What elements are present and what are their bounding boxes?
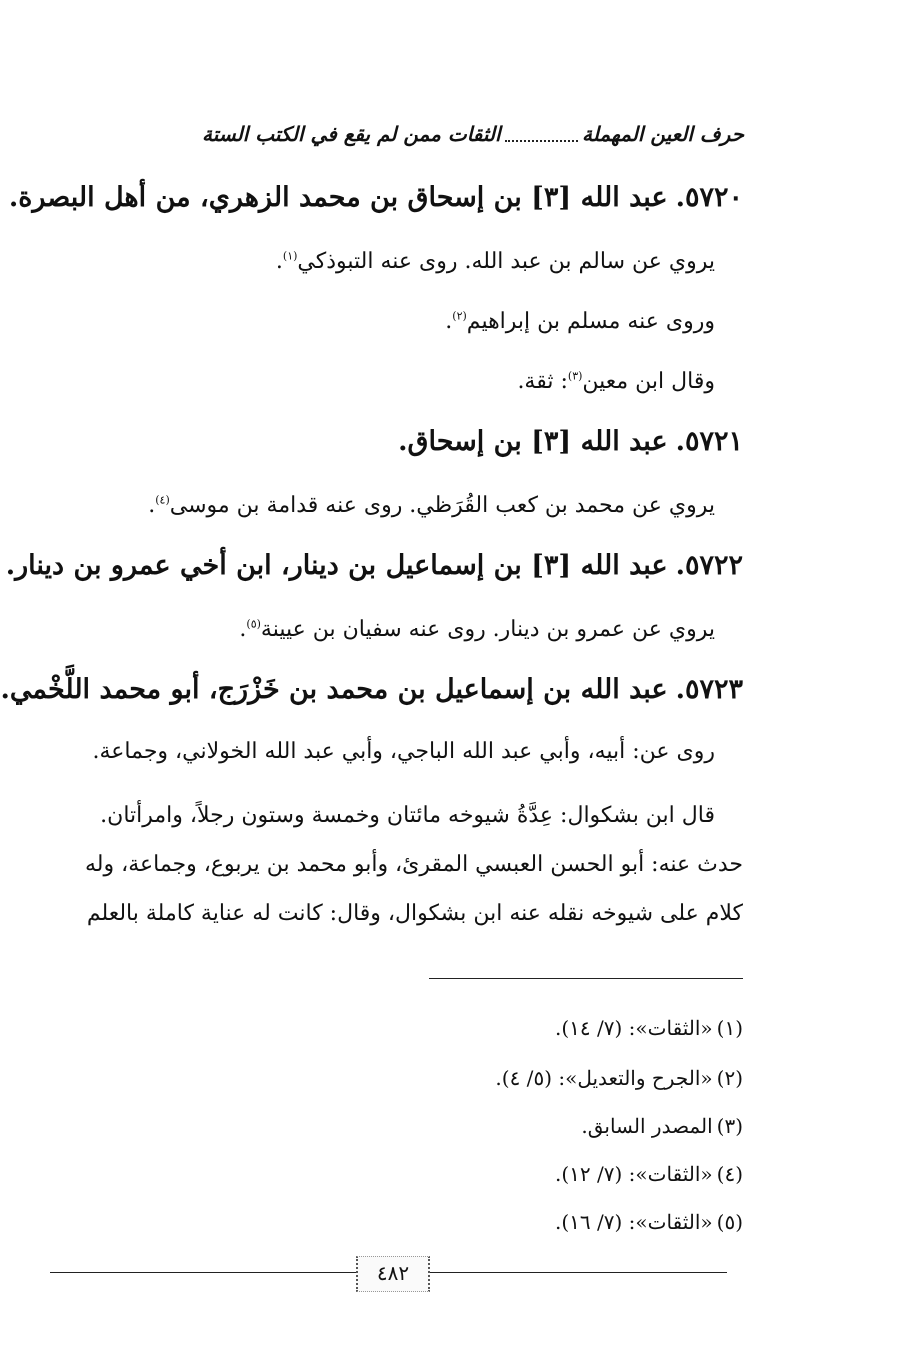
running-head-dots xyxy=(505,126,578,142)
line-end: . xyxy=(275,249,283,274)
footnote-ref[interactable]: (٥) xyxy=(246,617,261,631)
line-end: . xyxy=(239,617,247,642)
line-end: : ثقة. xyxy=(517,369,568,394)
line-end: . xyxy=(445,309,453,334)
line-text: يروي عن سالم بن عبد الله. روى عنه التبوذكي xyxy=(297,249,715,274)
entry-number: ٥٧٢٣. xyxy=(675,674,743,705)
entry-title: عبد الله بن إسماعيل بن محمد بن خَزْرَج، أبو محمد اللَّخْمي. xyxy=(0,674,668,705)
line-text: يروي عن محمد بن كعب القُرَظي. روى عنه قدامة بن موسى xyxy=(169,493,715,518)
entry-title: عبد الله [٣] بن إسحاق بن محمد الزهري، من أهل البصرة. xyxy=(8,182,668,213)
footnote-text: «الثقات»: (٧/ ١٤). xyxy=(555,1016,713,1040)
footnote-text: المصدر السابق. xyxy=(581,1114,713,1138)
footnote-item xyxy=(334,1156,743,1192)
entry-heading-5721 xyxy=(202,420,743,464)
footnote-item xyxy=(334,1010,743,1046)
paragraph-line: قال ابن بشكوال: عِدَّةُ شيوخه مائتان وخمسة وستون رجلاً، وامرأتان. xyxy=(100,803,715,828)
entry-title: عبد الله [٣] بن إسحاق. xyxy=(398,426,668,457)
paragraph-line: حدث عنه: أبو الحسن العبسي المقرئ، وأبو محمد بن يربوع، وجماعة، وله xyxy=(84,852,743,877)
entry-heading-5723 xyxy=(0,668,743,712)
footnote-item xyxy=(334,1204,743,1240)
line-text: يروي عن عمرو بن دينار. روى عنه سفيان بن عيينة xyxy=(260,617,715,642)
footnote-separator xyxy=(429,978,743,979)
folio-rule-right xyxy=(429,1272,727,1273)
footnote-ref[interactable]: (١) xyxy=(282,249,298,263)
footnote-text: «الثقات»: (٧/ ١٢). xyxy=(555,1162,713,1186)
footnote-number: (٥) xyxy=(716,1210,743,1234)
line-text: روى عن: أبيه، وأبي عبد الله الباجي، وأبي عبد الله الخولاني، وجماعة. xyxy=(92,739,715,764)
running-head-book-title: الثقات ممن لم يقع في الكتب الستة xyxy=(202,122,501,146)
running-head xyxy=(202,116,744,152)
entry-line xyxy=(92,732,715,772)
entry-line xyxy=(202,242,715,282)
footnote-ref[interactable]: (٢) xyxy=(452,309,467,323)
entry-line xyxy=(202,610,715,650)
footnote-number: (١) xyxy=(716,1016,743,1040)
entry-heading-5720 xyxy=(8,176,743,220)
paragraph-line: كلام على شيوخه نقله عنه ابن بشكوال، وقال: كانت له عناية كاملة بالعلم xyxy=(86,901,743,926)
running-head-chapter: حرف العين المهملة xyxy=(582,122,744,146)
footnote-ref[interactable]: (٣) xyxy=(567,369,583,383)
entry-title: عبد الله [٣] بن إسماعيل بن دينار، ابن أخي عمرو بن دينار. xyxy=(5,550,668,581)
footnote-ref[interactable]: (٤) xyxy=(155,493,170,507)
folio-rule-left xyxy=(50,1272,356,1273)
footnote-item xyxy=(334,1108,743,1144)
footnote-number: (٤) xyxy=(716,1162,743,1186)
line-end: . xyxy=(148,493,156,518)
entry-line xyxy=(148,486,715,526)
line-text: وروى عنه مسلم بن إبراهيم xyxy=(466,309,715,334)
line-text: وقال ابن معين xyxy=(582,369,715,394)
footnote-text: «الجرح والتعديل»: (٥/ ٤). xyxy=(495,1066,713,1090)
entry-line xyxy=(202,302,715,342)
entry-heading-5722 xyxy=(5,544,743,588)
entry-number: ٥٧٢٠. xyxy=(675,182,743,213)
entry-number: ٥٧٢١. xyxy=(675,426,743,457)
entry-line xyxy=(202,362,715,402)
entry-number: ٥٧٢٢. xyxy=(675,550,743,581)
footnote-item xyxy=(334,1060,743,1096)
footnote-number: (٢) xyxy=(716,1066,743,1090)
footnote-number: (٣) xyxy=(716,1114,743,1138)
page-number: ٤٨٢ xyxy=(356,1256,430,1292)
footnote-text: «الثقات»: (٧/ ١٦). xyxy=(555,1210,713,1234)
